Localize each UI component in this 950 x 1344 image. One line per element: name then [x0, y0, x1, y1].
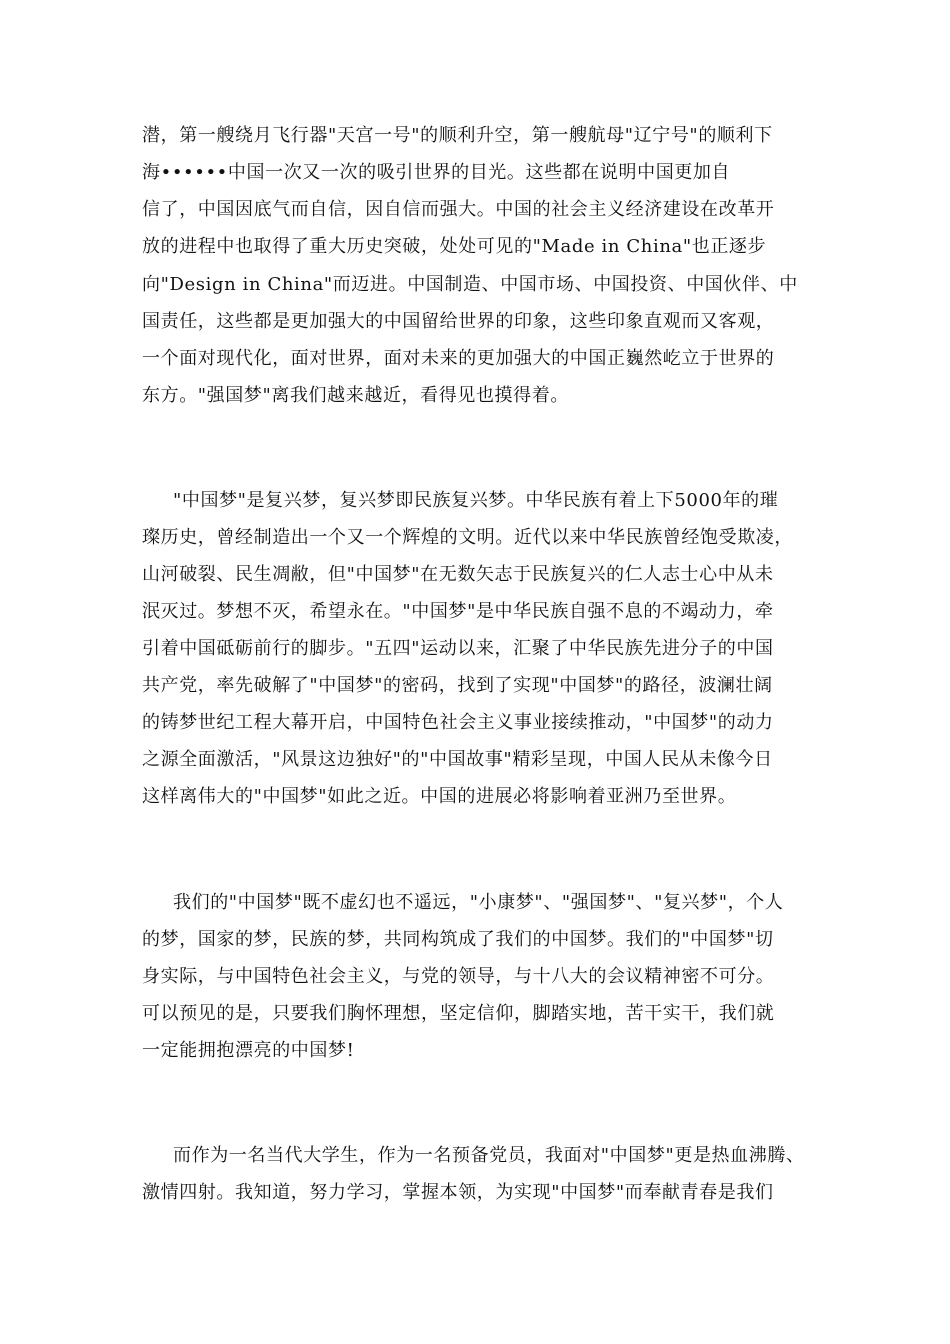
text-line: 潜，第一艘绕月飞行器"天宫一号"的顺利升空，第一艘航母"辽宁号"的顺利下 — [142, 125, 773, 146]
text-line: 我们的"中国梦"既不虚幻也不遥远，"小康梦"、"强国梦"、"复兴梦"，个人 — [173, 892, 784, 913]
text-line: 的铸梦世纪工程大幕开启，中国特色社会主义事业接续推动，"中国梦"的动力 — [142, 712, 774, 733]
text-line: 这样离伟大的"中国梦"如此之近。中国的进展必将影响着亚洲乃至世界。 — [142, 786, 737, 807]
text-line: 放的进程中也取得了重大历史突破，处处可见的"Made in China"也正逐步 — [142, 236, 767, 257]
text-line: 信了，中国因底气而自信，因自信而强大。中国的社会主义经济建设在改革开 — [142, 199, 775, 220]
text-line: 的梦，国家的梦，民族的梦，共同构筑成了我们的中国梦。我们的"中国梦"切 — [142, 929, 774, 950]
text-line: 共产党，率先破解了"中国梦"的密码，找到了实现"中国梦"的路径，波澜壮阔 — [142, 675, 773, 696]
text-line: 一定能拥抱漂亮的中国梦! — [142, 1040, 355, 1061]
text-line: 身实际，与中国特色社会主义，与党的领导，与十八大的会议精神密不可分。 — [142, 966, 775, 987]
text-line: 之源全面激活，"风景这边独好"的"中国故事"精彩呈现，中国人民从未像今日 — [142, 749, 773, 770]
text-line: 一个面对现代化，面对世界，面对未来的更加强大的中国正巍然屹立于世界的 — [142, 348, 775, 369]
text-line: 泯灭过。梦想不灭，希望永在。"中国梦"是中华民族自强不息的不竭动力，牵 — [142, 601, 774, 622]
text-line: 璨历史，曾经制造出一个又一个辉煌的文明。近代以来中华民族曾经饱受欺凌， — [142, 527, 793, 548]
text-line: 可以预见的是，只要我们胸怀理想，坚定信仰，脚踏实地，苦干实干，我们就 — [142, 1003, 775, 1024]
text-line: 而作为一名当代大学生，作为一名预备党员，我面对"中国梦"更是热血沸腾、 — [173, 1145, 805, 1166]
text-line: 海••••••中国一次又一次的吸引世界的目光。这些都在说明中国更加自 — [142, 162, 731, 183]
text-line: 东方。"强国梦"离我们越来越近，看得见也摸得着。 — [142, 385, 569, 406]
text-line: 国责任，这些都是更加强大的中国留给世界的印象，这些印象直观而又客观， — [142, 311, 775, 332]
text-line: 引着中国砥砺前行的脚步。"五四"运动以来，汇聚了中华民族先进分子的中国 — [142, 638, 774, 659]
text-line: 激情四射。我知道，努力学习，掌握本领，为实现"中国梦"而奉献青春是我们 — [142, 1182, 774, 1203]
text-line: 向"Design in China"而迈进。中国制造、中国市场、中国投资、中国伙伴、中 — [142, 274, 798, 295]
text-line: "中国梦"是复兴梦，复兴梦即民族复兴梦。中华民族有着上下5000年的璀 — [173, 490, 779, 511]
text-line: 山河破裂、民生凋敝，但"中国梦"在无数矢志于民族复兴的仁人志士心中从未 — [142, 564, 774, 585]
